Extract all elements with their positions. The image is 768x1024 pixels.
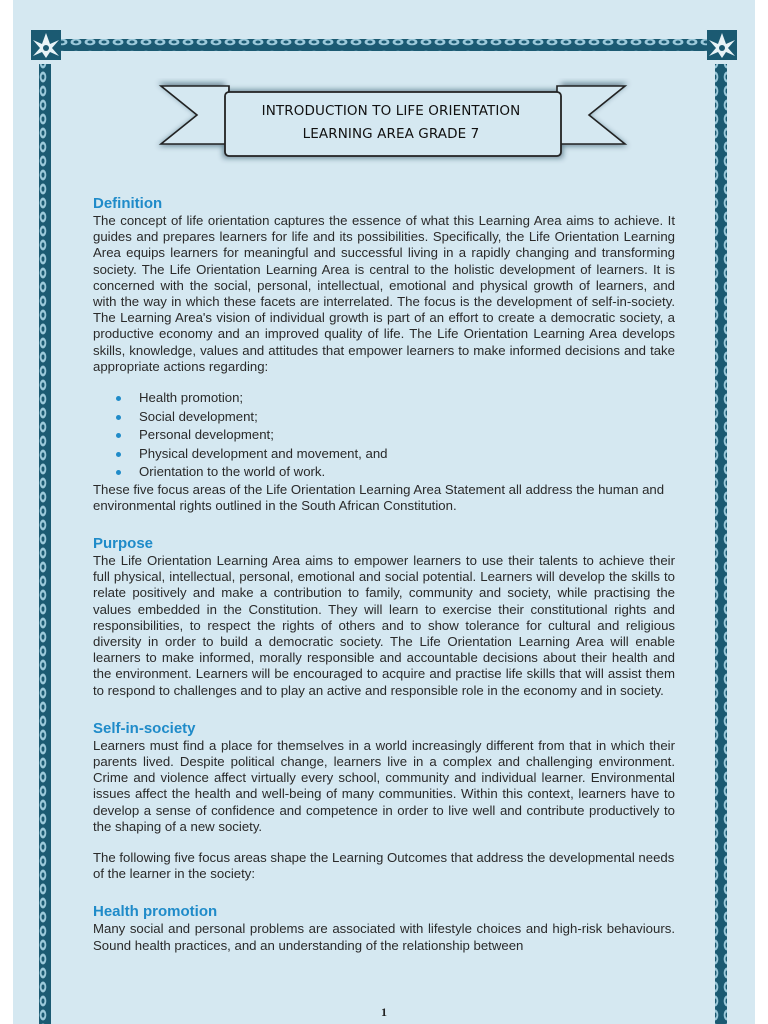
heading-definition: Definition <box>93 195 163 212</box>
list-item: Personal development; <box>139 426 675 445</box>
heading-self-in-society: Self-in-society <box>93 719 196 737</box>
list-item: Physical development and movement, and <box>139 445 675 464</box>
list-item: Orientation to the world of work. <box>139 463 675 482</box>
corner-ornament-left <box>31 30 61 60</box>
self-in-society-paragraph: Learners must find a place for themselves in a world increasingly different from that in which their parents lived. Despite political change, learners live in a complex and challenging environment. Crime and violence affect virtually every school, community and individual learner. Environmental issues affect the health and well-being of many communities. Within this context, learners have to develop a sense of confidence and competence in order to live well and contribute productively to the shaping of a new society. <box>93 737 675 834</box>
banner-title <box>225 100 557 146</box>
heading-health-promotion: Health promotion <box>93 903 218 921</box>
heading-purpose: Purpose <box>93 534 154 552</box>
focus-areas-list <box>93 389 675 482</box>
health-promotion-paragraph: Many social and personal problems are associated with lifestyle choices and high-risk behaviours. Sound health practices, and an understanding of the relationship between <box>93 921 675 953</box>
list-item: Social development; <box>139 408 675 427</box>
banner-line-2: LEARNING AREA GRADE 7 <box>302 126 480 142</box>
definition-paragraph: The concept of life orientation captures the essence of what this Learning Area aims to achieve. It guides and prepares learners for life and its possibilities. Specifically, the Life Orientation Learning Area equips learners for meaningful and successful living in a rapidly changing and transforming society. The Life Orientation Learning Area is central to the holistic development of learners. It is concerned with the social, personal, intellectual, emotional and physical growth of learners, and with the way in which these facets are interrelated. The focus is the development of self-in-society. The Learning Area's vision of individual growth is part of an effort to create a democratic society, a productive economy and an improved quality of life. The Life Orientation Learning Area develops skills, knowledge, values and attitudes that empower learners to make informed decisions and take appropriate actions regarding: <box>93 213 675 374</box>
document-body <box>93 195 675 954</box>
corner-ornament-right <box>707 30 737 60</box>
purpose-paragraph: The Life Orientation Learning Area aims to empower learners to use their talents to achieve their full physical, intellectual, personal, emotional and social potential. Learners will develop the skills to relate positively and make a contribution to family, community and society, while practising the values embedded in the Constitution. They will learn to exercise their constitutional rights and responsibilities, to respect the rights of others and to show tolerance for cultural and religious diversity in order to build a democratic society. The Life Orientation Learning Area will enable learners to make informed, morally responsible and accountable decisions about their health and the environment. Learners will be encouraged to acquire and practise life skills that will assist them to respond to challenges and to play an active and responsible role in the economy and in society. <box>93 552 675 698</box>
self-in-society-after-paragraph: The following five focus areas shape the Learning Outcomes that address the developmental needs of the learner in the society: <box>93 849 675 882</box>
page-number: 1 <box>381 1005 387 1019</box>
definition-after-paragraph: These five focus areas of the Life Orientation Learning Area Statement all address the human and environmental rights outlined in the South African Constitution. <box>93 481 665 513</box>
banner-line-1: INTRODUCTION TO LIFE ORIENTATION <box>261 103 521 119</box>
list-item: Health promotion; <box>139 389 675 408</box>
